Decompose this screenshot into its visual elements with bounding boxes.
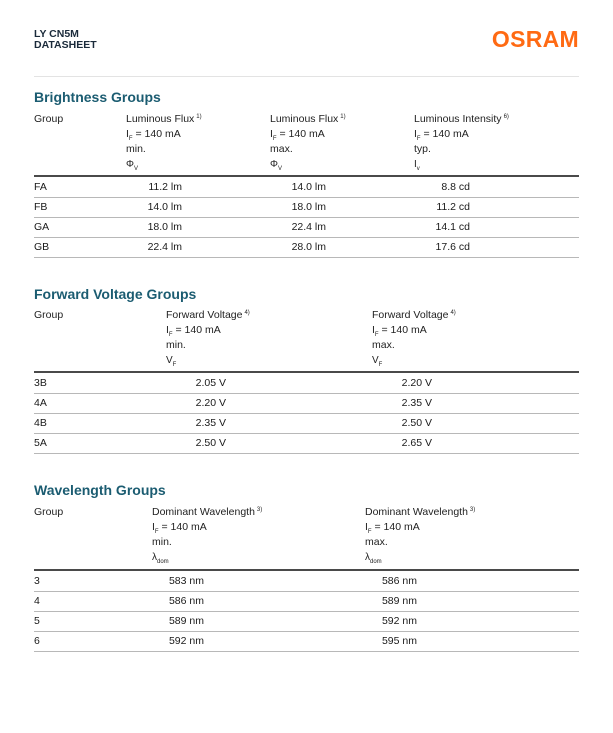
column-header-wavelength-min bbox=[152, 505, 262, 565]
condition-symbol: I bbox=[365, 521, 368, 533]
column-name: Luminous Flux bbox=[126, 113, 195, 125]
group-cell: GB bbox=[34, 241, 50, 253]
column-header-flux-max bbox=[270, 112, 346, 172]
column-kind: max. bbox=[365, 536, 388, 548]
table-row bbox=[34, 631, 579, 652]
voltage-max-cell: 2.20 V bbox=[401, 377, 432, 389]
group-cell: 5 bbox=[34, 615, 40, 627]
flux-max-cell: 18.0 lm bbox=[291, 201, 326, 213]
table-row bbox=[34, 197, 579, 218]
condition-symbol: I bbox=[372, 324, 375, 336]
condition-symbol: I bbox=[166, 324, 169, 336]
wavelength-max-cell: 586 nm bbox=[381, 575, 417, 587]
product-name: LY CN5M bbox=[34, 28, 79, 40]
column-kind: max. bbox=[372, 339, 395, 351]
footnote-ref: 3) bbox=[469, 506, 476, 513]
section-title: Brightness Groups bbox=[34, 89, 161, 105]
quantity-symbol: λ bbox=[365, 552, 370, 563]
condition-symbol: I bbox=[152, 521, 155, 533]
table-row bbox=[34, 217, 579, 238]
quantity-symbol: I bbox=[414, 159, 417, 170]
column-kind: min. bbox=[152, 536, 172, 548]
voltage-min-cell: 2.35 V bbox=[195, 417, 226, 429]
wavelength-min-cell: 589 nm bbox=[168, 615, 204, 627]
condition-value: = 140 mA bbox=[132, 128, 181, 140]
column-name: Luminous Intensity bbox=[414, 113, 502, 125]
voltage-max-cell: 2.50 V bbox=[401, 417, 432, 429]
symbol-subscript: V bbox=[133, 166, 138, 172]
condition-symbol: I bbox=[126, 128, 129, 140]
quantity-symbol: V bbox=[372, 355, 379, 366]
footnote-ref: 4) bbox=[450, 309, 456, 316]
intensity-typ-cell: 8.8 cd bbox=[441, 181, 470, 193]
column-kind: max. bbox=[270, 143, 293, 155]
table-row bbox=[34, 177, 579, 198]
table-row bbox=[34, 433, 579, 454]
intensity-typ-cell: 17.6 cd bbox=[435, 241, 470, 253]
flux-max-cell: 22.4 lm bbox=[291, 221, 326, 233]
group-cell: 3B bbox=[34, 377, 47, 389]
symbol-subscript: F bbox=[172, 362, 177, 368]
table-row bbox=[34, 591, 579, 612]
column-kind: min. bbox=[126, 143, 146, 155]
flux-min-cell: 22.4 lm bbox=[147, 241, 182, 253]
flux-min-cell: 11.2 lm bbox=[148, 181, 182, 193]
footnote-ref: 1) bbox=[340, 113, 346, 120]
footnote-ref: 1) bbox=[196, 113, 202, 120]
group-cell: 5A bbox=[34, 437, 47, 449]
flux-min-cell: 14.0 lm bbox=[147, 201, 182, 213]
wavelength-min-cell: 592 nm bbox=[168, 635, 204, 647]
group-column-header: Group bbox=[34, 506, 64, 518]
column-kind: min. bbox=[166, 339, 186, 351]
footnote-ref: 4) bbox=[244, 309, 250, 316]
footnote-ref: 6) bbox=[503, 113, 509, 120]
condition-subscript: F bbox=[168, 332, 173, 339]
condition-subscript: F bbox=[272, 136, 277, 143]
voltage-min-cell: 2.20 V bbox=[195, 397, 226, 409]
group-cell: FB bbox=[34, 201, 48, 213]
condition-symbol: I bbox=[414, 128, 417, 140]
wavelength-max-cell: 592 nm bbox=[381, 615, 417, 627]
table-row bbox=[34, 237, 579, 258]
condition-subscript: F bbox=[416, 136, 421, 143]
quantity-symbol: Φ bbox=[126, 159, 134, 170]
condition-subscript: F bbox=[374, 332, 379, 339]
condition-value: = 140 mA bbox=[276, 128, 325, 140]
group-cell: 6 bbox=[34, 635, 40, 647]
symbol-subscript: dom bbox=[370, 559, 382, 565]
quantity-symbol: Φ bbox=[270, 159, 278, 170]
quantity-symbol: λ bbox=[152, 552, 157, 563]
column-name: Forward Voltage bbox=[372, 309, 449, 321]
voltage-max-cell: 2.35 V bbox=[401, 397, 432, 409]
flux-min-cell: 18.0 lm bbox=[147, 221, 182, 233]
condition-symbol: I bbox=[270, 128, 273, 140]
wavelength-max-cell: 595 nm bbox=[381, 635, 417, 647]
header-divider bbox=[34, 76, 579, 77]
group-cell: FA bbox=[34, 181, 47, 193]
column-header-wavelength-max bbox=[365, 505, 475, 565]
wavelength-max-cell: 589 nm bbox=[381, 595, 417, 607]
symbol-subscript: F bbox=[378, 362, 383, 368]
brightness-groups-section bbox=[34, 89, 579, 259]
column-header-intensity-typ bbox=[414, 112, 509, 172]
column-name: Forward Voltage bbox=[166, 309, 243, 321]
wavelength-min-cell: 583 nm bbox=[168, 575, 204, 587]
wavelength-groups-section bbox=[34, 482, 579, 652]
column-header-voltage-min bbox=[166, 308, 250, 368]
table-row bbox=[34, 393, 579, 414]
group-cell: GA bbox=[34, 221, 50, 233]
table-row bbox=[34, 571, 579, 592]
group-cell: 4B bbox=[34, 417, 47, 429]
wavelength-min-cell: 586 nm bbox=[168, 595, 204, 607]
voltage-min-cell: 2.05 V bbox=[195, 377, 226, 389]
voltage-max-cell: 2.65 V bbox=[401, 437, 432, 449]
column-name: Dominant Wavelength bbox=[152, 506, 255, 518]
intensity-typ-cell: 14.1 cd bbox=[435, 221, 470, 233]
condition-value: = 140 mA bbox=[158, 521, 207, 533]
flux-max-cell: 14.0 lm bbox=[291, 181, 326, 193]
condition-subscript: F bbox=[367, 529, 372, 536]
column-kind: typ. bbox=[414, 143, 431, 155]
intensity-typ-cell: 11.2 cd bbox=[436, 201, 470, 213]
group-cell: 4A bbox=[34, 397, 47, 409]
document-header bbox=[34, 29, 97, 51]
condition-subscript: F bbox=[154, 529, 159, 536]
condition-value: = 140 mA bbox=[371, 521, 420, 533]
symbol-subscript: dom bbox=[157, 559, 169, 565]
column-name: Luminous Flux bbox=[270, 113, 339, 125]
footnote-ref: 3) bbox=[256, 506, 263, 513]
voltage-min-cell: 2.50 V bbox=[195, 437, 226, 449]
section-title: Wavelength Groups bbox=[34, 482, 166, 498]
condition-value: = 140 mA bbox=[172, 324, 221, 336]
quantity-symbol: V bbox=[166, 355, 173, 366]
group-column-header: Group bbox=[34, 309, 64, 321]
column-name: Dominant Wavelength bbox=[365, 506, 468, 518]
condition-subscript: F bbox=[128, 136, 133, 143]
condition-value: = 140 mA bbox=[420, 128, 469, 140]
table-row bbox=[34, 373, 579, 394]
column-header-voltage-max bbox=[372, 308, 456, 368]
section-title: Forward Voltage Groups bbox=[34, 286, 197, 302]
osram-logo: OSRAM bbox=[491, 26, 579, 52]
group-cell: 4 bbox=[34, 595, 40, 607]
column-header-flux-min bbox=[126, 112, 202, 172]
table-row bbox=[34, 611, 579, 632]
symbol-subscript: V bbox=[277, 166, 282, 172]
symbol-subscript: v bbox=[416, 166, 420, 172]
condition-value: = 140 mA bbox=[378, 324, 427, 336]
document-type: DATASHEET bbox=[34, 39, 97, 51]
flux-max-cell: 28.0 lm bbox=[291, 241, 326, 253]
forward-voltage-groups-section bbox=[34, 286, 579, 456]
table-row bbox=[34, 413, 579, 434]
group-column-header: Group bbox=[34, 113, 64, 125]
group-cell: 3 bbox=[34, 575, 40, 587]
